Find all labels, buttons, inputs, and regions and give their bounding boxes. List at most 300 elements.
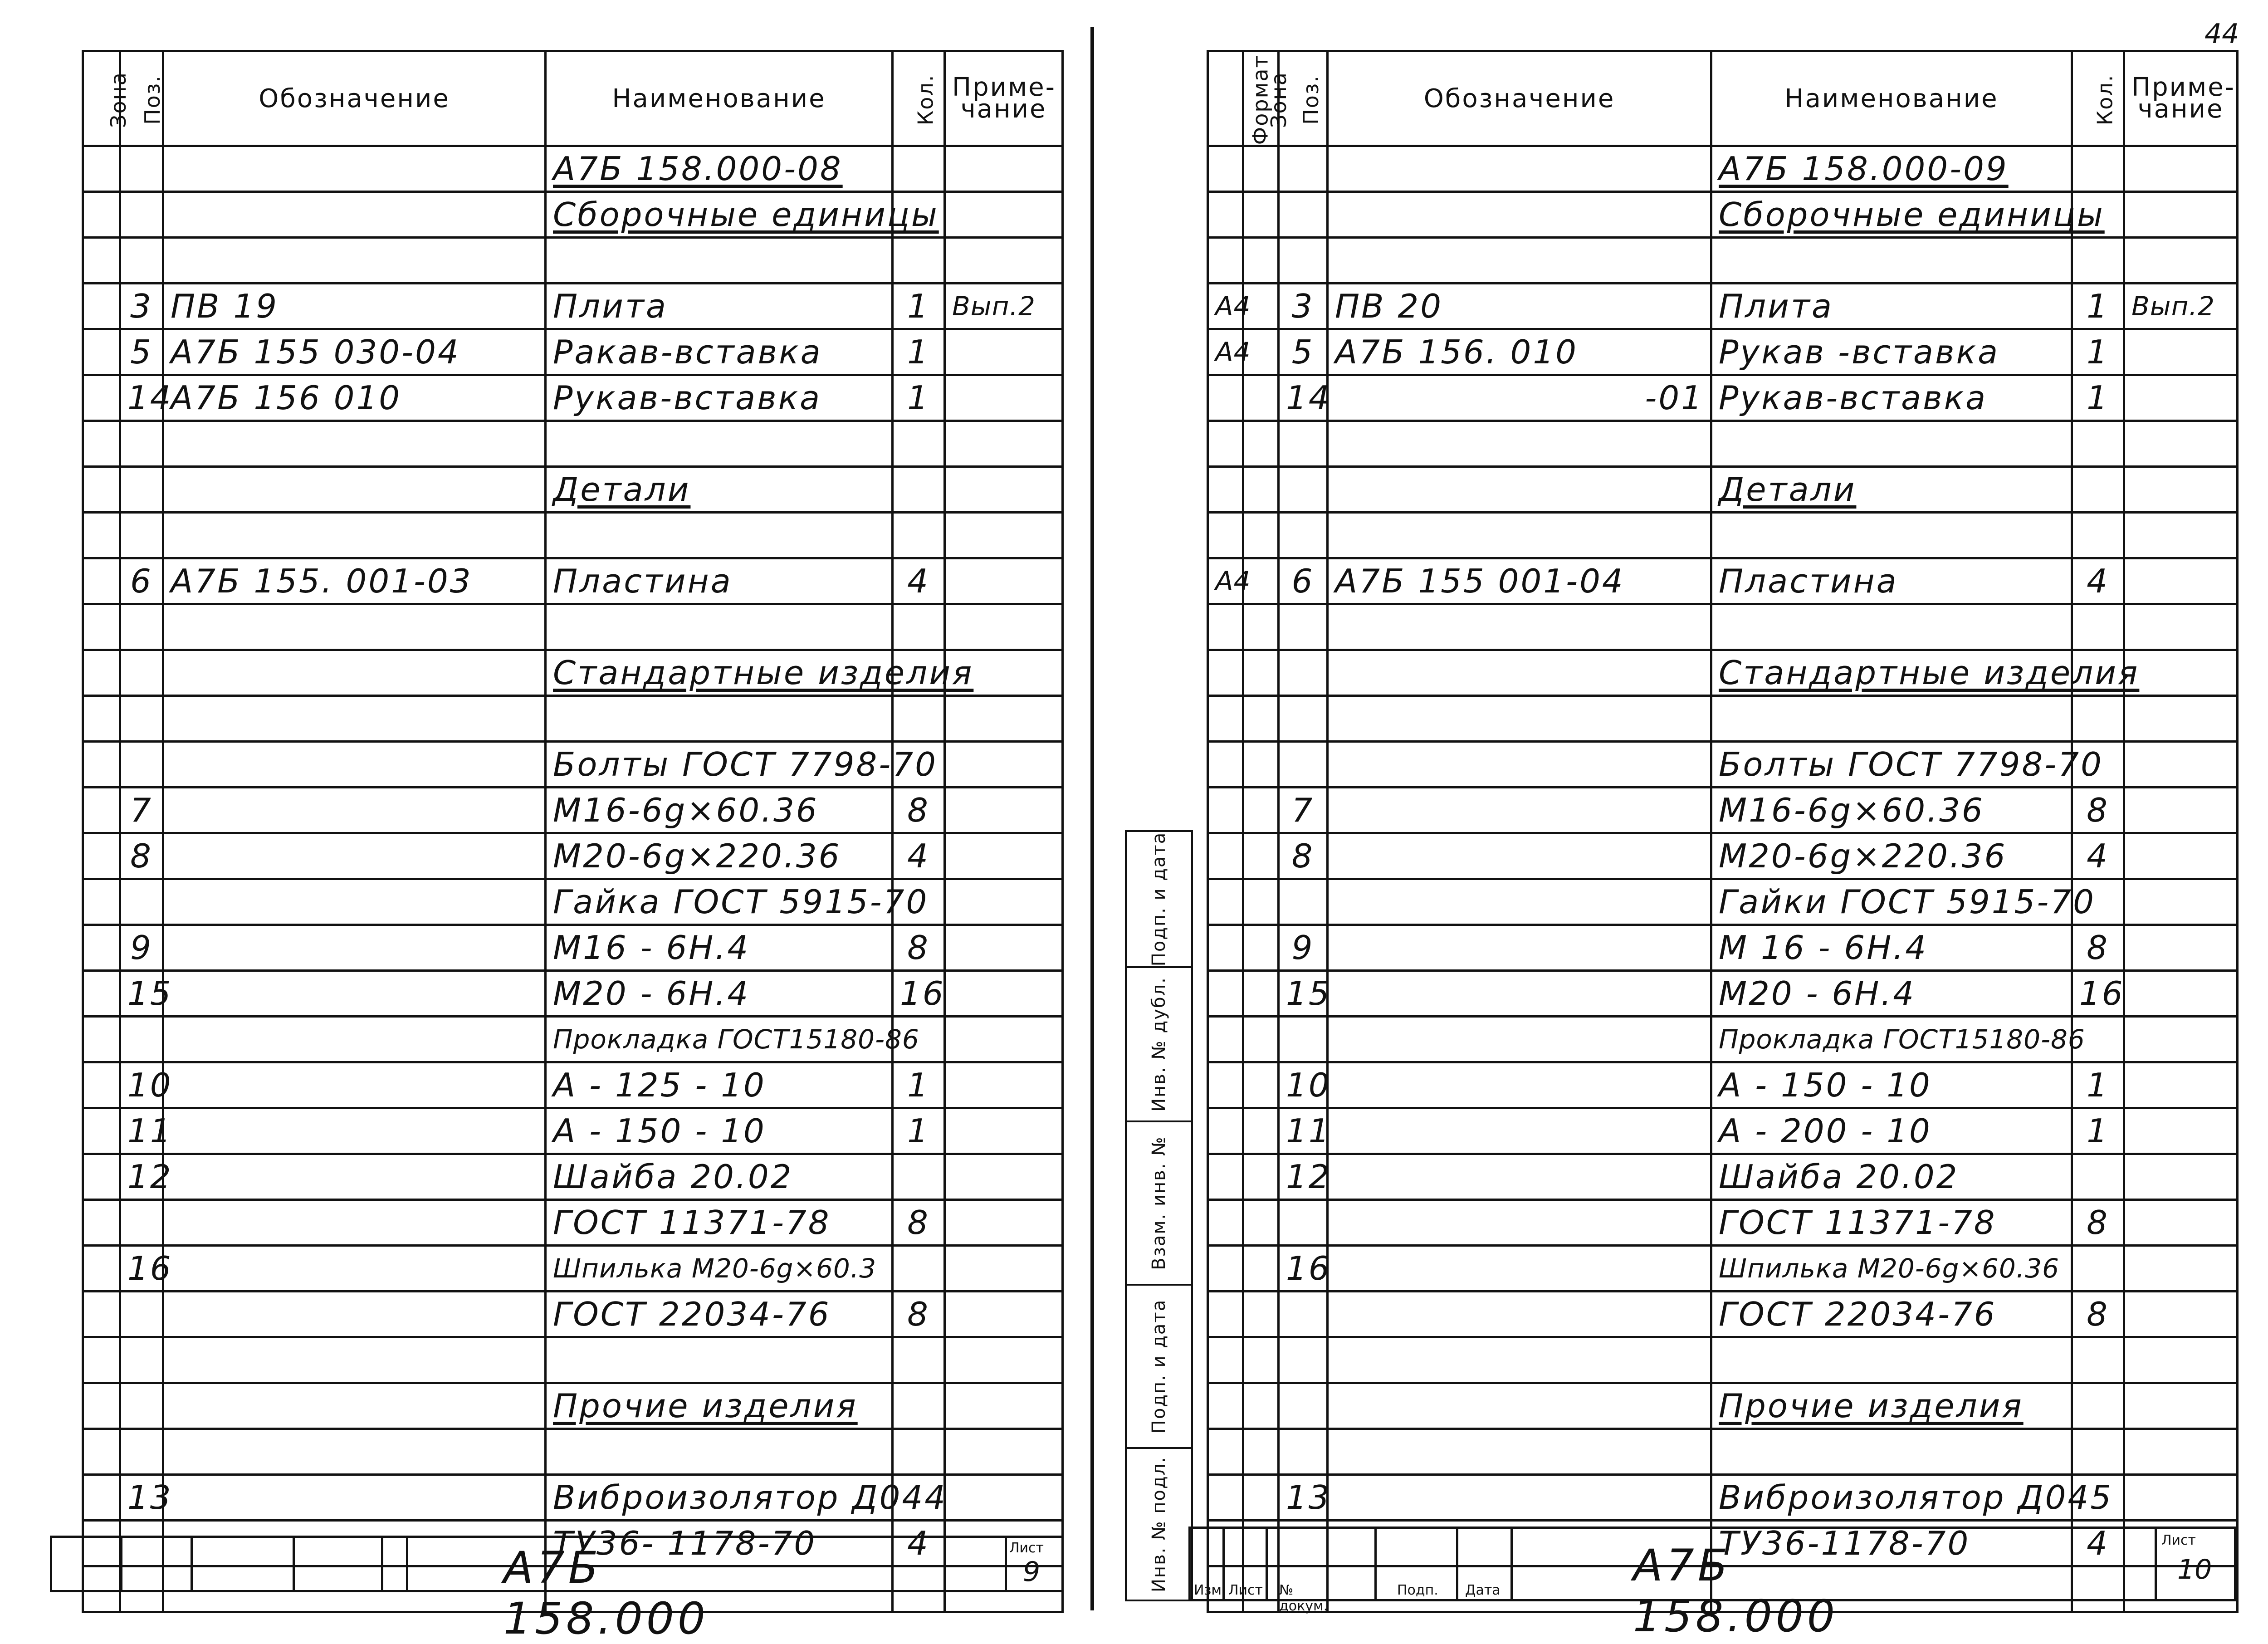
cell-format xyxy=(1208,146,1243,192)
cell-format xyxy=(1208,375,1243,421)
left-table-body xyxy=(83,146,1063,1612)
cell-qty xyxy=(893,467,945,513)
cell-name: Детали xyxy=(546,467,893,513)
cell-name: М16 - 6Н.4 xyxy=(546,925,893,971)
cell-zone xyxy=(1243,971,1279,1017)
cell-qty xyxy=(2072,146,2124,192)
cell-note xyxy=(945,238,1063,284)
cell-pos xyxy=(1279,238,1328,284)
table-row xyxy=(1208,1062,2238,1108)
cell-designation xyxy=(163,788,546,833)
cell-note xyxy=(945,329,1063,375)
cell-zone xyxy=(1243,696,1279,742)
cell-note xyxy=(2124,833,2238,879)
cell-zone xyxy=(1243,788,1279,833)
cell-pos xyxy=(120,1337,163,1383)
cell-pos: 6 xyxy=(1279,558,1328,604)
left-title-cell xyxy=(381,1536,408,1592)
cell-designation xyxy=(1328,1292,1711,1337)
cell-name: Виброизолятор Д044 xyxy=(546,1475,893,1521)
left-spec-table xyxy=(82,50,1064,1613)
cell-designation xyxy=(163,192,546,238)
label-izm: Изм. xyxy=(1194,1582,1226,1598)
header-designation: Обозначение xyxy=(163,51,546,146)
cell-note xyxy=(945,742,1063,788)
cell-pos xyxy=(1279,742,1328,788)
cell-designation: А7Б 155 030-04 xyxy=(163,329,546,375)
page-number: 44 xyxy=(2204,18,2239,50)
cell-designation xyxy=(163,1292,546,1337)
header-pos: Поз. xyxy=(120,51,163,146)
cell-designation xyxy=(163,971,546,1017)
cell-format xyxy=(1208,1108,1243,1154)
cell-name: М 16 - 6Н.4 xyxy=(1711,925,2072,971)
cell-pos xyxy=(1279,1383,1328,1429)
cell-pos xyxy=(1279,1200,1328,1246)
cell-qty xyxy=(893,1246,945,1292)
cell-qty: 8 xyxy=(2072,925,2124,971)
cell-format xyxy=(1208,650,1243,696)
right-sheet-number: 10 xyxy=(2177,1554,2212,1585)
cell-pos xyxy=(120,146,163,192)
cell-designation: ПВ 19 xyxy=(163,284,546,329)
cell-zone xyxy=(1243,238,1279,284)
cell-designation xyxy=(163,1108,546,1154)
cell-designation xyxy=(1328,1017,1711,1062)
cell-designation xyxy=(163,696,546,742)
cell-note xyxy=(2124,375,2238,421)
cell-pos xyxy=(120,1017,163,1062)
cell-note xyxy=(2124,329,2238,375)
cell-format xyxy=(1208,925,1243,971)
label-doc: № докум. xyxy=(1279,1582,1328,1614)
cell-pos xyxy=(120,1429,163,1475)
cell-designation: А7Б 156 010 xyxy=(163,375,546,421)
cell-designation xyxy=(1328,971,1711,1017)
cell-designation xyxy=(163,421,546,467)
cell-pos: 10 xyxy=(120,1062,163,1108)
right-header-row xyxy=(1208,51,2238,146)
cell-format xyxy=(1208,1429,1243,1475)
cell-qty xyxy=(893,1154,945,1200)
table-row xyxy=(1208,284,2238,329)
cell-pos: 9 xyxy=(120,925,163,971)
cell-qty: 8 xyxy=(893,788,945,833)
header-pos: Поз. xyxy=(1279,51,1328,146)
cell-pos: 7 xyxy=(1279,788,1328,833)
cell-qty xyxy=(893,513,945,558)
cell-designation xyxy=(1328,696,1711,742)
cell-designation xyxy=(163,742,546,788)
cell-format xyxy=(1208,1246,1243,1292)
cell-name: Рукав -вставка xyxy=(1711,329,2072,375)
cell-qty: 1 xyxy=(2072,284,2124,329)
stamp-strip xyxy=(1125,830,1193,1601)
cell-pos: 9 xyxy=(1279,925,1328,971)
cell-qty: 1 xyxy=(2072,329,2124,375)
table-row xyxy=(83,1200,1063,1246)
cell-note xyxy=(945,1475,1063,1521)
cell-format xyxy=(1208,1017,1243,1062)
page-divider xyxy=(1090,27,1094,1610)
stamp-podp-data-2: Подп. и дата xyxy=(1125,830,1193,968)
cell-zone xyxy=(83,375,120,421)
cell-designation xyxy=(1328,1108,1711,1154)
cell-designation xyxy=(1328,879,1711,925)
cell-name: Шпилька М20-6g×60.3 xyxy=(546,1246,893,1292)
cell-note xyxy=(945,1383,1063,1429)
cell-designation xyxy=(1328,1475,1711,1521)
table-row xyxy=(1208,1246,2238,1292)
table-row xyxy=(83,558,1063,604)
table-row xyxy=(83,1246,1063,1292)
cell-qty xyxy=(893,1383,945,1429)
cell-name: М20 - 6Н.4 xyxy=(1711,971,2072,1017)
table-row xyxy=(83,467,1063,513)
cell-qty: 8 xyxy=(2072,1292,2124,1337)
cell-designation xyxy=(1328,1337,1711,1383)
cell-name: Шайба 20.02 xyxy=(546,1154,893,1200)
cell-pos xyxy=(120,742,163,788)
cell-pos: 15 xyxy=(120,971,163,1017)
cell-note xyxy=(945,1200,1063,1246)
cell-designation xyxy=(163,1383,546,1429)
cell-name xyxy=(546,513,893,558)
cell-pos: 5 xyxy=(120,329,163,375)
cell-designation xyxy=(163,604,546,650)
cell-zone xyxy=(1243,1017,1279,1062)
cell-note xyxy=(2124,238,2238,284)
cell-pos xyxy=(1279,604,1328,650)
cell-pos: 13 xyxy=(120,1475,163,1521)
cell-format xyxy=(1208,421,1243,467)
right-doc-code: А7Б 158.000 xyxy=(1633,1540,1838,1642)
cell-note xyxy=(945,833,1063,879)
cell-format xyxy=(1208,238,1243,284)
cell-pos: 12 xyxy=(1279,1154,1328,1200)
cell-pos xyxy=(120,192,163,238)
table-row xyxy=(83,971,1063,1017)
cell-format xyxy=(1208,1383,1243,1429)
cell-zone xyxy=(83,788,120,833)
cell-pos: 5 xyxy=(1279,329,1328,375)
table-row xyxy=(1208,421,2238,467)
table-row xyxy=(1208,925,2238,971)
cell-format xyxy=(1208,1200,1243,1246)
header-note: Приме- чание xyxy=(2124,51,2238,146)
cell-designation xyxy=(1328,742,1711,788)
table-row xyxy=(83,1108,1063,1154)
cell-pos: 11 xyxy=(120,1108,163,1154)
cell-note xyxy=(945,1017,1063,1062)
cell-zone xyxy=(1243,1337,1279,1383)
cell-zone xyxy=(83,558,120,604)
cell-pos: 3 xyxy=(120,284,163,329)
cell-designation xyxy=(1328,604,1711,650)
cell-name: Плита xyxy=(1711,284,2072,329)
cell-name xyxy=(546,696,893,742)
cell-designation xyxy=(163,146,546,192)
table-row xyxy=(1208,833,2238,879)
table-row xyxy=(83,788,1063,833)
cell-name: Прочие изделия xyxy=(1711,1383,2072,1429)
table-row xyxy=(83,742,1063,788)
cell-pos xyxy=(120,467,163,513)
cell-qty xyxy=(893,1429,945,1475)
table-row xyxy=(83,513,1063,558)
cell-qty: 1 xyxy=(2072,1062,2124,1108)
cell-zone xyxy=(83,329,120,375)
cell-pos: 16 xyxy=(120,1246,163,1292)
cell-zone xyxy=(83,192,120,238)
cell-note xyxy=(2124,1292,2238,1337)
cell-note xyxy=(945,1154,1063,1200)
table-row xyxy=(83,1429,1063,1475)
cell-name: М20-6g×220.36 xyxy=(1711,833,2072,879)
cell-note xyxy=(2124,971,2238,1017)
cell-zone xyxy=(1243,879,1279,925)
table-row xyxy=(1208,696,2238,742)
cell-note xyxy=(945,696,1063,742)
table-row xyxy=(83,604,1063,650)
cell-designation xyxy=(1328,421,1711,467)
cell-name xyxy=(1711,238,2072,284)
cell-designation xyxy=(163,467,546,513)
cell-zone xyxy=(1243,421,1279,467)
cell-qty: 8 xyxy=(2072,1200,2124,1246)
header-zone: Зона xyxy=(83,51,120,146)
cell-name: М16-6g×60.36 xyxy=(546,788,893,833)
cell-zone xyxy=(83,1200,120,1246)
cell-name xyxy=(1711,421,2072,467)
cell-qty xyxy=(2072,421,2124,467)
cell-note xyxy=(2124,1154,2238,1200)
cell-name xyxy=(1711,1337,2072,1383)
cell-format xyxy=(1208,467,1243,513)
cell-qty xyxy=(2072,1154,2124,1200)
cell-zone xyxy=(83,1429,120,1475)
cell-qty: 4 xyxy=(893,833,945,879)
cell-note xyxy=(2124,513,2238,558)
cell-pos: 12 xyxy=(120,1154,163,1200)
cell-pos: 8 xyxy=(1279,833,1328,879)
cell-qty xyxy=(893,146,945,192)
cell-zone xyxy=(1243,1383,1279,1429)
cell-note xyxy=(2124,925,2238,971)
cell-format xyxy=(1208,192,1243,238)
cell-name: Виброизолятор Д045 xyxy=(1711,1475,2072,1521)
left-sheet-label: Лист xyxy=(1009,1540,1044,1556)
cell-zone xyxy=(83,1108,120,1154)
cell-note: Вып.2 xyxy=(945,284,1063,329)
cell-pos: 14 xyxy=(120,375,163,421)
cell-format xyxy=(1208,742,1243,788)
cell-note xyxy=(2124,1337,2238,1383)
cell-note xyxy=(945,1246,1063,1292)
header-name: Наименование xyxy=(546,51,893,146)
table-row xyxy=(1208,788,2238,833)
cell-pos: 11 xyxy=(1279,1108,1328,1154)
cell-designation xyxy=(1328,1383,1711,1429)
right-spec-table xyxy=(1207,50,2239,1613)
cell-designation xyxy=(1328,1062,1711,1108)
cell-zone xyxy=(83,146,120,192)
table-row xyxy=(1208,1200,2238,1246)
table-row xyxy=(83,329,1063,375)
cell-zone xyxy=(1243,1429,1279,1475)
cell-designation xyxy=(163,833,546,879)
cell-pos xyxy=(1279,1292,1328,1337)
cell-pos xyxy=(1279,1429,1328,1475)
cell-designation xyxy=(1328,1429,1711,1475)
cell-note xyxy=(945,146,1063,192)
table-row xyxy=(83,1383,1063,1429)
cell-zone xyxy=(83,238,120,284)
cell-designation xyxy=(163,1062,546,1108)
cell-name: ГОСТ 11371-78 xyxy=(546,1200,893,1246)
cell-format: А4 xyxy=(1208,329,1243,375)
cell-pos xyxy=(1279,467,1328,513)
cell-qty xyxy=(2072,1429,2124,1475)
cell-name: А7Б 158.000-09 xyxy=(1711,146,2072,192)
left-title-cell xyxy=(120,1536,193,1592)
cell-name: Шпилька М20-6g×60.36 xyxy=(1711,1246,2072,1292)
stamp-vzam-inv: Взам. инв. № xyxy=(1125,1120,1193,1286)
cell-pos: 14 xyxy=(1279,375,1328,421)
cell-format xyxy=(1208,1475,1243,1521)
table-row xyxy=(83,1337,1063,1383)
cell-designation xyxy=(163,1337,546,1383)
header-format: Формат xyxy=(1208,51,1243,146)
cell-designation xyxy=(1328,650,1711,696)
cell-qty: 4 xyxy=(2072,558,2124,604)
cell-designation xyxy=(163,1200,546,1246)
cell-note xyxy=(945,788,1063,833)
table-row xyxy=(1208,742,2238,788)
cell-pos xyxy=(1279,1017,1328,1062)
left-title-cell xyxy=(293,1536,383,1592)
cell-note xyxy=(2124,788,2238,833)
cell-qty xyxy=(2072,238,2124,284)
cell-zone xyxy=(83,1292,120,1337)
cell-designation xyxy=(163,1017,546,1062)
cell-note xyxy=(945,192,1063,238)
table-row xyxy=(1208,604,2238,650)
cell-pos xyxy=(120,513,163,558)
cell-name: Болты ГОСТ 7798-70 xyxy=(1711,742,2072,788)
cell-format xyxy=(1208,513,1243,558)
cell-name: Ракав-вставка xyxy=(546,329,893,375)
cell-format xyxy=(1208,1337,1243,1383)
cell-designation: А7Б 155 001-04 xyxy=(1328,558,1711,604)
cell-pos xyxy=(120,1292,163,1337)
cell-name: Сборочные единицы xyxy=(1711,192,2072,238)
cell-zone xyxy=(83,1062,120,1108)
cell-designation xyxy=(1328,788,1711,833)
stamp-inv-podl: Инв. № подл. xyxy=(1125,1447,1193,1601)
cell-note xyxy=(2124,1246,2238,1292)
cell-note xyxy=(2124,192,2238,238)
cell-name: Рукав-вставка xyxy=(1711,375,2072,421)
left-doc-code: А7Б 158.000 xyxy=(503,1542,709,1644)
cell-name: Детали xyxy=(1711,467,2072,513)
table-row xyxy=(1208,146,2238,192)
cell-zone xyxy=(83,1383,120,1429)
cell-note xyxy=(2124,467,2238,513)
cell-designation xyxy=(163,1246,546,1292)
cell-zone xyxy=(83,1475,120,1521)
cell-pos xyxy=(1279,421,1328,467)
cell-note xyxy=(2124,604,2238,650)
cell-name: Плита xyxy=(546,284,893,329)
cell-zone xyxy=(83,971,120,1017)
cell-name: Пластина xyxy=(1711,558,2072,604)
header-zone: Зона xyxy=(1243,51,1279,146)
table-row xyxy=(1208,971,2238,1017)
cell-zone xyxy=(83,650,120,696)
cell-name: Болты ГОСТ 7798-70 xyxy=(546,742,893,788)
table-row xyxy=(1208,1017,2238,1062)
cell-qty: 1 xyxy=(2072,1108,2124,1154)
cell-zone xyxy=(83,1154,120,1200)
cell-name: Стандартные изделия xyxy=(546,650,893,696)
cell-pos xyxy=(120,650,163,696)
cell-pos xyxy=(120,421,163,467)
cell-qty: 1 xyxy=(893,375,945,421)
cell-qty: 16 xyxy=(2072,971,2124,1017)
cell-designation xyxy=(1328,833,1711,879)
cell-note xyxy=(945,971,1063,1017)
cell-qty xyxy=(2072,467,2124,513)
cell-pos xyxy=(1279,696,1328,742)
cell-pos: 13 xyxy=(1279,1475,1328,1521)
cell-designation xyxy=(1328,1154,1711,1200)
cell-zone xyxy=(1243,1062,1279,1108)
table-row xyxy=(1208,375,2238,421)
table-row xyxy=(1208,558,2238,604)
table-row xyxy=(1208,879,2238,925)
cell-pos xyxy=(1279,192,1328,238)
table-row xyxy=(1208,192,2238,238)
cell-designation xyxy=(163,513,546,558)
cell-name: Прокладка ГОСТ15180-86 xyxy=(546,1017,893,1062)
cell-name: А - 150 - 10 xyxy=(546,1108,893,1154)
cell-qty: 1 xyxy=(893,1062,945,1108)
cell-pos: 6 xyxy=(120,558,163,604)
cell-pos xyxy=(120,604,163,650)
cell-designation xyxy=(1328,1246,1711,1292)
cell-format xyxy=(1208,1062,1243,1108)
cell-designation: А7Б 155. 001-03 xyxy=(163,558,546,604)
cell-zone xyxy=(1243,192,1279,238)
cell-pos: 7 xyxy=(120,788,163,833)
cell-note xyxy=(945,1062,1063,1108)
cell-pos xyxy=(1279,879,1328,925)
cell-designation xyxy=(163,650,546,696)
table-row xyxy=(83,1154,1063,1200)
cell-format xyxy=(1208,879,1243,925)
table-row xyxy=(83,1475,1063,1521)
cell-pos: 15 xyxy=(1279,971,1328,1017)
cell-note xyxy=(945,1429,1063,1475)
cell-zone xyxy=(1243,604,1279,650)
cell-zone xyxy=(83,1246,120,1292)
cell-note xyxy=(945,1292,1063,1337)
cell-note xyxy=(2124,742,2238,788)
cell-designation xyxy=(1328,238,1711,284)
cell-qty xyxy=(893,1337,945,1383)
cell-qty: 1 xyxy=(2072,375,2124,421)
